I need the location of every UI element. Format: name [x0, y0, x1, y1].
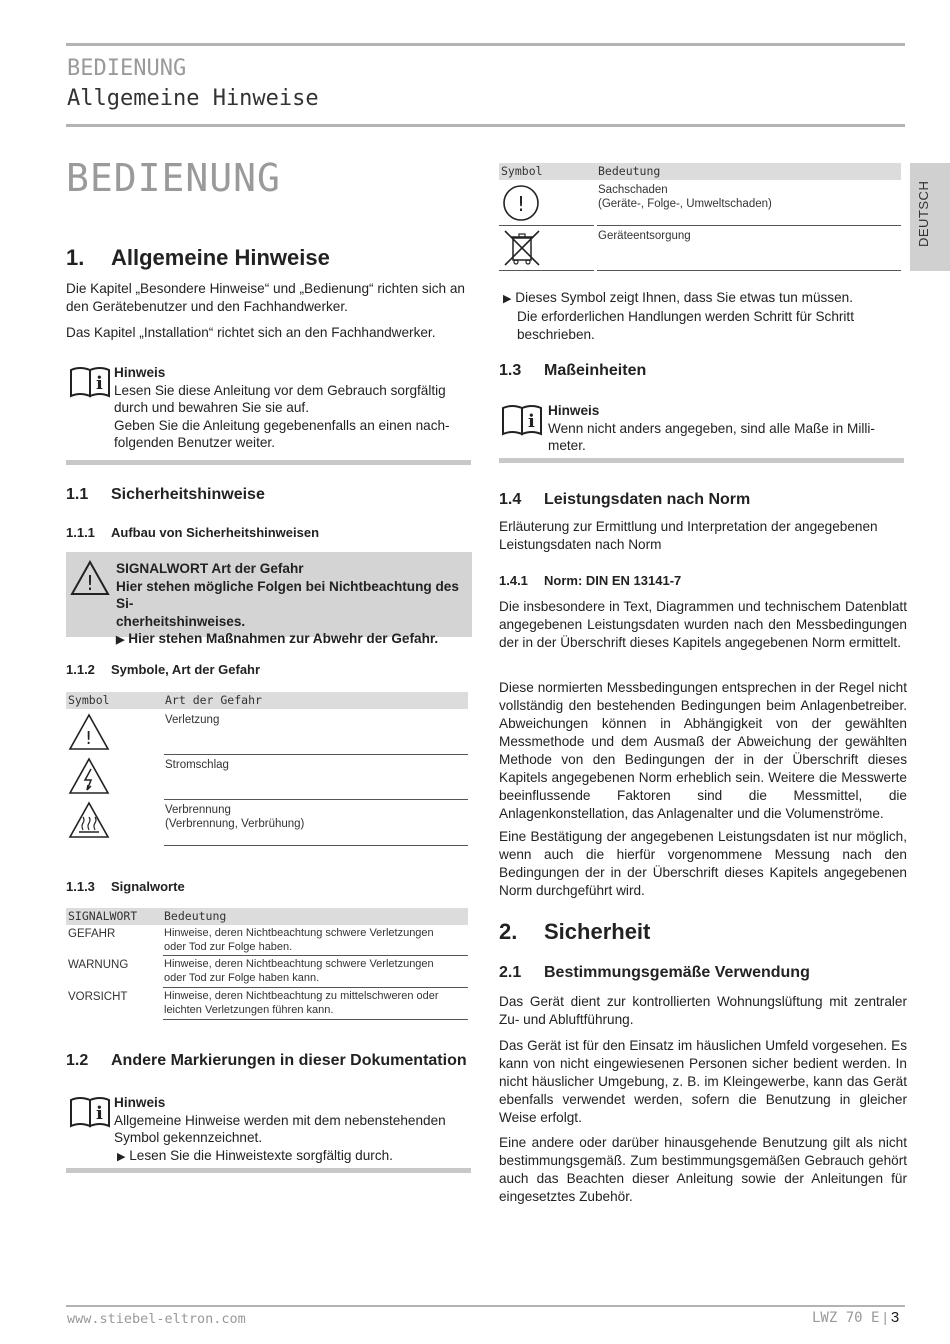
table-cell: [164, 927, 434, 954]
warning-line: Hier stehen mögliche Folgen bei Nichtbeachtung des Si-: [116, 578, 459, 611]
section-2-heading: [499, 919, 650, 945]
paragraph-text: Dieses Symbol zeigt Ihnen, dass Sie etwas tun müssen.: [515, 290, 853, 305]
footer-rule: [66, 1305, 905, 1307]
cell-line: (Verbrennung, Verbrühung): [165, 818, 305, 830]
section-number: 1.1: [66, 486, 89, 503]
header-subtitle: Allgemeine Hinweise: [67, 86, 319, 111]
hot-surface-icon: [68, 801, 110, 839]
section-title: Aufbau von Sicherheitshinweisen: [111, 525, 320, 540]
row-divider: [164, 754, 468, 755]
cell-line: oder Tod zur Folge haben.: [164, 940, 293, 953]
electric-shock-icon: [68, 757, 110, 795]
section-title: Bestimmungsgemäße Verwendung: [544, 964, 810, 981]
cell-line: Hinweise, deren Nichtbeachtung schwere Verletzungen: [164, 958, 434, 970]
paragraph: Das Gerät dient zur kontrollierten Wohnungslüftung mit zentraler Zu- und Abluftführung.: [499, 994, 907, 1027]
warning-title: SIGNALWORT Art der Gefahr: [116, 561, 304, 576]
signal-word: VORSICHT: [68, 991, 128, 1003]
cell-line: leichten Verletzungen führen kann.: [164, 1003, 334, 1016]
paragraph: Eine Bestätigung der angegebenen Leistungsdaten ist nur möglich, wenn auch die hierfür vorgenommene Messung nach den Bedingungen der in der Überschrift dieses Kapitels angegebenen Norm durchgeführt wird.: [499, 829, 907, 898]
note-line: Wenn nicht anders angegeben, sind alle Maße in Milli-: [548, 420, 875, 436]
svg-text:i: i: [96, 1103, 103, 1124]
section-title: Sicherheit: [544, 919, 651, 944]
note-text: [548, 402, 875, 455]
exclamation-circle-icon: [502, 184, 540, 222]
footer-model: LWZ 70 E: [812, 1310, 880, 1326]
cell-line: Hinweise, deren Nichtbeachtung zu mittelschweren oder: [164, 990, 439, 1002]
paragraph: Die Kapitel „Besondere Hinweise“ und „Bedienung“ richten sich an den Gerätebenutzer und den Fachhandwerker.: [66, 281, 465, 314]
note-box: [499, 401, 904, 463]
cell-line: Sachschaden: [598, 184, 668, 196]
section-number: 1.1.2: [66, 662, 95, 677]
section-number: 1.1.3: [66, 879, 95, 894]
table-cell: [165, 803, 304, 831]
section-number: 1.: [66, 245, 85, 270]
section-title: Leistungsdaten nach Norm: [544, 491, 751, 508]
note-action-text: Lesen Sie die Hinweistexte sorgfältig durch.: [129, 1147, 393, 1163]
table-cell: Geräteentsorgung: [598, 230, 691, 242]
header-bottom-rule: [66, 124, 905, 127]
cell-line: oder Tod zur Folge haben kann.: [164, 971, 320, 984]
note-line: Symbol gekennzeichnet.: [114, 1130, 263, 1145]
table-col-symbol: Symbol: [501, 164, 543, 178]
table-cell: [598, 183, 772, 211]
signal-word: GEFAHR: [68, 928, 116, 940]
language-tab-label: DEUTSCH: [916, 180, 931, 247]
section-title: Signalworte: [111, 879, 185, 894]
cell-line: Hinweise, deren Nichtbeachtung schwere Verletzungen: [164, 927, 434, 939]
section-number: 1.3: [499, 362, 522, 379]
paragraph-line: Die erforderlichen Handlungen werden Schritt für Schritt: [517, 309, 854, 324]
header-top-rule: [66, 43, 905, 46]
action-arrow-icon: ▶: [116, 634, 125, 646]
section-1-1-2-heading: [66, 662, 260, 677]
paragraph: Erläuterung zur Ermittlung und Interpretation der angegebenen Leistungsdaten nach Norm: [499, 519, 878, 552]
row-divider: [163, 955, 468, 956]
section-1-2-heading: [66, 1052, 467, 1070]
paragraph: Das Gerät ist für den Einsatz im häuslichen Umfeld vorgesehen. Es kann von nicht eingewiesenen Personen sicher bedient werden. In nicht häuslicher Umgebung, z. B. im Kleingewerbe, kann das Gerät ebenfalls verwendet werden, sofern die Benutzung in gleicher Weise erfolgt.: [499, 1038, 907, 1125]
table-header: [66, 692, 468, 709]
note-box: [66, 362, 471, 465]
svg-text:!: !: [86, 571, 95, 595]
row-divider: [163, 1019, 468, 1020]
section-1-4-heading: [499, 491, 750, 509]
paragraph: Eine andere oder darüber hinausgehende Benutzung gilt als nicht bestimmungsgemäß. Zum bestimmungsgemäßen Gebrauch gehört auch das Beachten dieser Anleitung sowie der Anleitungen für eingesetztes Zubehör.: [499, 1135, 907, 1204]
info-book-icon: [69, 366, 111, 398]
note-title: Hinweis: [548, 403, 600, 418]
section-title: Andere Markierungen in dieser Dokumentation: [111, 1052, 467, 1069]
warning-action: [116, 630, 472, 650]
footer-page-info: [812, 1309, 899, 1326]
section-1-3-heading: [499, 362, 646, 380]
note-title: Hinweis: [114, 365, 166, 380]
table-header: [499, 163, 901, 180]
section-number: 1.2: [66, 1052, 89, 1069]
section-1-4-1-heading: [499, 573, 681, 588]
warning-line: cherheitshinweises.: [116, 613, 246, 629]
section-number: 2.1: [499, 964, 522, 981]
row-divider: [164, 799, 468, 800]
warning-box: [66, 552, 472, 646]
section-1-1-3-heading: [66, 879, 185, 894]
info-book-icon: [501, 404, 543, 436]
table-col-signalword: SIGNALWORT: [68, 909, 138, 923]
note-action: [114, 1147, 446, 1167]
section-title: Allgemeine Hinweise: [111, 245, 330, 270]
footer-url: www.stiebel-eltron.com: [67, 1311, 246, 1327]
section-1-heading: [66, 245, 330, 271]
paragraph: Diese normierten Messbedingungen entsprechen in der Regel nicht vollständig den bestehenden Bedingungen beim Anlagenbetreiber. Abweichungen können in Abhängigkeit von der gewählten Messmethode und dem Ausmaß der Abweichung der gewählten Methode von den Bedingungen der in der Überschrift dieses Kapitels angegebenen Norm erheblich sein. Weitere die Messwerte beeinflussende Faktoren sind die Messmittel, die Anlagenkonstellation, das Anlagenalter und die Volumenströme.: [499, 680, 907, 821]
section-title: Norm: DIN EN 13141-7: [544, 573, 682, 588]
note-line: meter.: [548, 438, 586, 453]
section-1-1-heading: [66, 486, 265, 504]
svg-text:!: !: [517, 192, 526, 216]
table-col-meaning: Art der Gefahr: [165, 693, 262, 707]
note-line: Allgemeine Hinweise werden mit dem nebenstehenden: [114, 1112, 446, 1128]
row-divider: [499, 270, 594, 271]
paragraph: Die insbesondere in Text, Diagrammen und technischem Datenblatt angegebenen Leistungsdaten wurden nach den Messbedingungen der in der Überschrift dieses Kapitels angegebenen Norm ermittelt.: [499, 599, 907, 650]
table-cell: [164, 990, 439, 1017]
note-line: durch und bewahren Sie sie auf.: [114, 400, 309, 415]
page-title: BEDIENUNG: [66, 156, 281, 200]
note-line: folgenden Benutzer weiter.: [114, 435, 275, 450]
table-col-symbol: Symbol: [68, 693, 110, 707]
section-title: Maßeinheiten: [544, 362, 647, 379]
crossed-bin-icon: [502, 228, 542, 268]
footer-page-number: 3: [890, 1309, 900, 1326]
table-cell: [164, 958, 434, 985]
cell-line: (Geräte-, Folge-, Umweltschaden): [598, 198, 772, 210]
action-arrow-icon: ▶: [503, 293, 512, 305]
footer-separator: |: [883, 1309, 887, 1325]
svg-text:!: !: [85, 728, 93, 749]
action-arrow-icon: ▶: [117, 1150, 126, 1163]
row-divider: [163, 987, 468, 988]
cell-line: Verbrennung: [165, 804, 231, 816]
warning-triangle-icon: [70, 560, 110, 596]
table-header: [66, 908, 468, 925]
section-number: 1.4.1: [499, 573, 528, 588]
warning-action-text: Hier stehen Maßnahmen zur Abwehr der Gefahr.: [128, 631, 439, 646]
section-number: 1.4: [499, 491, 522, 508]
section-number: 2.: [499, 919, 518, 944]
table-col-meaning: Bedeutung: [598, 164, 661, 178]
section-2-1-heading: [499, 964, 810, 982]
action-symbol-paragraph: [503, 289, 903, 344]
note-line: Lesen Sie diese Anleitung vor dem Gebrauch sorgfältig: [114, 382, 446, 398]
note-text: [114, 1094, 446, 1166]
section-number: 1.1.1: [66, 525, 95, 540]
warning-text: [116, 560, 472, 650]
table-col-meaning: Bedeutung: [164, 909, 227, 923]
row-divider: [597, 225, 901, 226]
row-divider: [164, 845, 468, 846]
table-cell: Verletzung: [165, 714, 220, 726]
section-title: Symbole, Art der Gefahr: [111, 662, 261, 677]
svg-text:i: i: [528, 411, 535, 432]
note-box: [66, 1092, 471, 1173]
note-line: Geben Sie die Anleitung gegebenenfalls an einen nach-: [114, 417, 450, 433]
table-cell: Stromschlag: [165, 759, 229, 771]
row-divider: [499, 225, 594, 226]
section-1-1-1-heading: [66, 525, 319, 540]
paragraph-line: beschrieben.: [517, 327, 595, 342]
warning-triangle-icon: [68, 713, 110, 751]
paragraph: Das Kapitel „Installation“ richtet sich an den Fachhandwerker.: [66, 325, 436, 340]
paragraph-line: [503, 289, 903, 308]
language-tab: [910, 163, 950, 271]
section-title: Sicherheitshinweise: [111, 486, 265, 503]
svg-text:i: i: [96, 373, 103, 394]
signal-word: WARNUNG: [68, 959, 129, 971]
row-divider: [597, 270, 901, 271]
note-title: Hinweis: [114, 1095, 166, 1110]
info-book-icon: [69, 1096, 111, 1128]
header-section: BEDIENUNG: [67, 56, 187, 81]
note-text: [114, 364, 450, 452]
